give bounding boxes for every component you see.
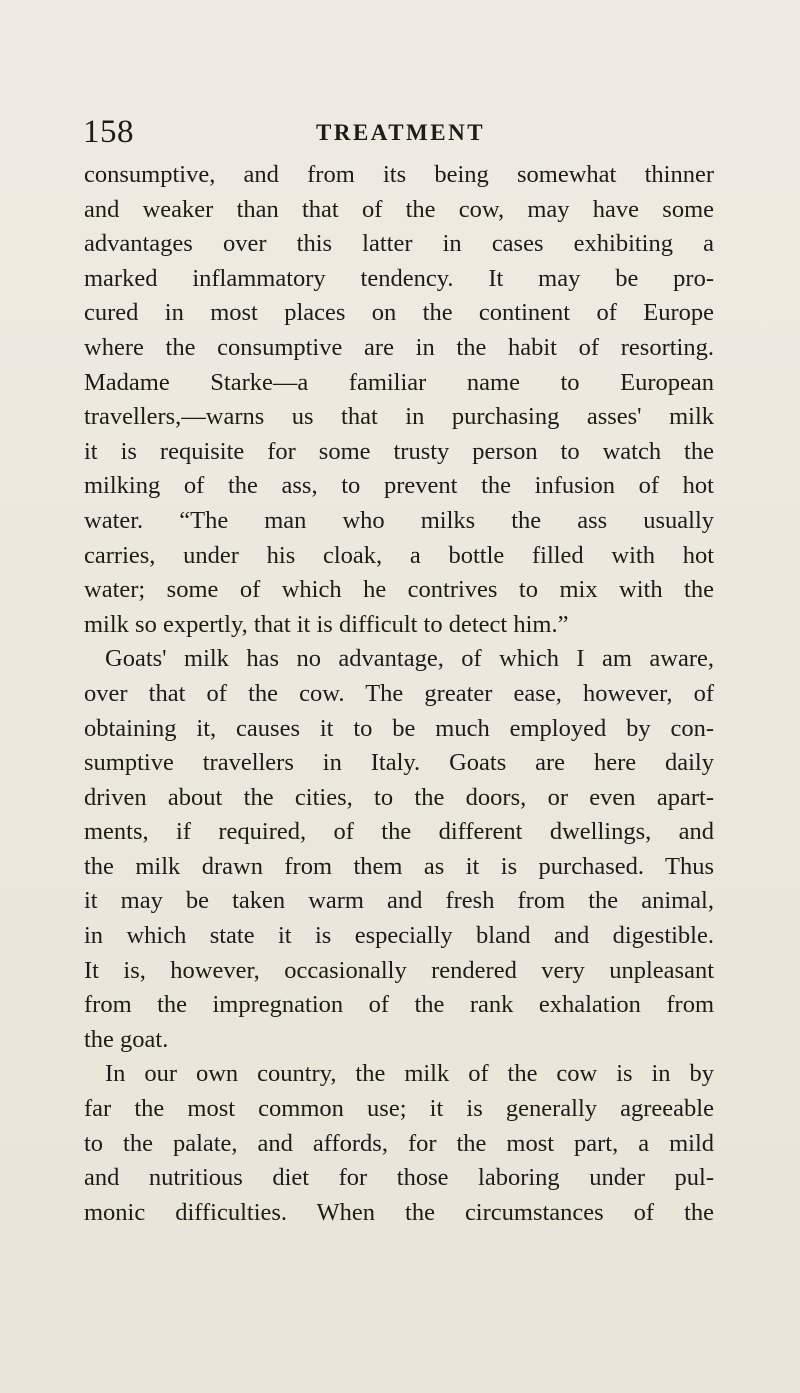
text-line: obtaining it, causes it to be much employed by con- bbox=[84, 714, 714, 742]
paragraph-start-line: In our own country, the milk of the cow is in by bbox=[105, 1060, 714, 1088]
text-line: consumptive, and from its being somewhat thinner bbox=[84, 161, 714, 188]
text-line: ments, if required, of the different dwellings, and bbox=[84, 818, 714, 846]
text-line: advantages over this latter in cases exhibiting a bbox=[84, 230, 714, 258]
text-line: driven about the cities, to the doors, or even apart- bbox=[84, 783, 714, 811]
paragraph-start-line: Goats' milk has no advantage, of which I am aware, bbox=[105, 645, 714, 673]
text-line: it may be taken warm and fresh from the animal, bbox=[84, 887, 714, 915]
text-line: the milk drawn from them as it is purchased. Thus bbox=[84, 852, 714, 880]
text-line: it is requisite for some trusty person to watch the bbox=[84, 437, 714, 465]
text-line: travellers,—warns us that in purchasing asses' milk bbox=[84, 403, 714, 431]
text-line: Madame Starke—a familiar name to European bbox=[84, 368, 714, 396]
text-line: water; some of which he contrives to mix with the bbox=[84, 576, 714, 604]
text-line: carries, under his cloak, a bottle filled with hot bbox=[84, 541, 714, 569]
text-line: to the palate, and affords, for the most part, a mild bbox=[84, 1129, 714, 1157]
text-line: monic difficulties. When the circumstances of the bbox=[84, 1198, 714, 1226]
text-line: over that of the cow. The greater ease, however, of bbox=[84, 679, 714, 707]
page-header bbox=[83, 112, 723, 152]
text-line: the goat. bbox=[84, 1025, 169, 1053]
text-line: sumptive travellers in Italy. Goats are here daily bbox=[84, 749, 714, 777]
text-line: cured in most places on the continent of Europe bbox=[84, 299, 714, 327]
text-line: in which state it is especially bland and digestible. bbox=[84, 922, 714, 950]
text-line: milking of the ass, to prevent the infusion of hot bbox=[84, 472, 714, 500]
page-number: 158 bbox=[83, 114, 134, 150]
text-line: It is, however, occasionally rendered very unpleasant bbox=[84, 956, 714, 984]
text-line: where the consumptive are in the habit of resorting. bbox=[84, 333, 714, 361]
text-line: milk so expertly, that it is difficult to detect him.” bbox=[84, 610, 569, 638]
running-head: TREATMENT bbox=[316, 120, 486, 145]
text-line: from the impregnation of the rank exhalation from bbox=[84, 991, 714, 1019]
text-line: and weaker than that of the cow, may have some bbox=[84, 195, 714, 223]
text-line: marked inflammatory tendency. It may be pro- bbox=[84, 264, 714, 292]
text-line: and nutritious diet for those laboring under pul- bbox=[84, 1164, 714, 1192]
body-text bbox=[84, 158, 714, 1230]
text-line: water. “The man who milks the ass usually bbox=[84, 506, 714, 534]
text-line: far the most common use; it is generally agreeable bbox=[84, 1095, 714, 1123]
